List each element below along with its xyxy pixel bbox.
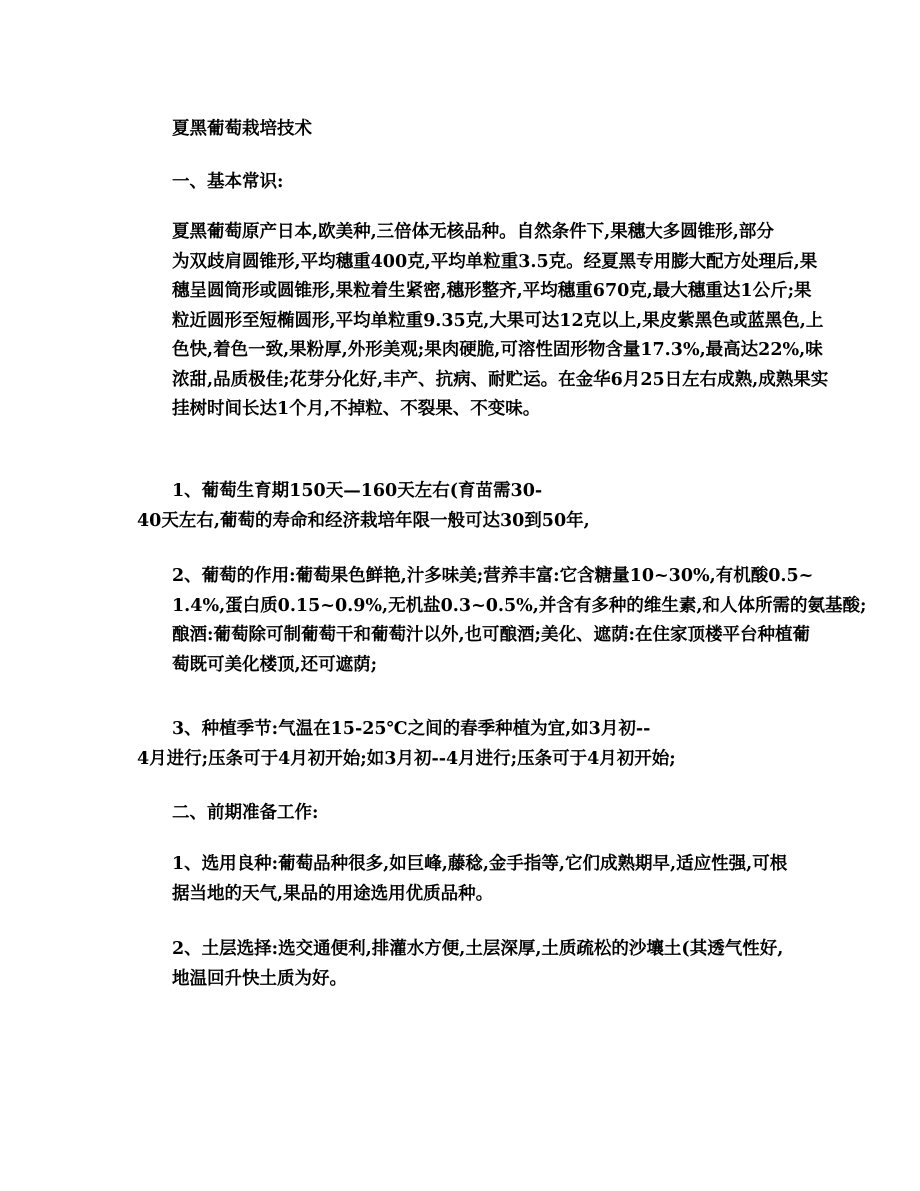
paragraph-line: 4月进行;压条可于4月初开始;如3月初--4月进行;压条可于4月初开始;	[137, 748, 676, 769]
paragraph-line: 1、葡萄生育期150天—160天左右(育苗需30-	[172, 481, 543, 501]
paragraph-line: 40天左右,葡萄的寿命和经济栽培年限一般可达30到50年,	[137, 510, 590, 531]
paragraph-line: 地温回升快土质为好。	[172, 968, 347, 989]
section-1-intro-paragraph	[137, 218, 829, 425]
paragraph-line: 2、土层选择:选交通便利,排灌水方便,土层深厚,土质疏松的沙壤土(其透气性好,	[172, 939, 784, 959]
paragraph-line: 粒近圆形至短椭圆形,平均单粒重9.35克,大果可达12克以上,果皮紫黑色或蓝黑色,上	[172, 310, 824, 331]
section-1-item-1	[137, 477, 787, 536]
paragraph-line: 1.4%,蛋白质0.15~0.9%,无机盐0.3~0.5%,并含有多种的维生素,和人体所需的氨基酸;	[172, 595, 867, 616]
paragraph-line: 浓甜,品质极佳;花芽分化好,丰产、抗病、耐贮运。在金华6月25日左右成熟,成熟果实	[172, 369, 829, 390]
paragraph-line: 1、选用良种:葡萄品种很多,如巨峰,藤稔,金手指等,它们成熟期早,适应性强,可根	[172, 854, 788, 874]
section-2-item-1	[137, 850, 787, 909]
paragraph-line: 萄既可美化楼顶,还可遮荫;	[172, 654, 378, 675]
paragraph-line: 2、葡萄的作用:葡萄果色鲜艳,汁多味美;营养丰富:它含糖量10~30%,有机酸0.5~	[172, 566, 814, 586]
section-1-item-2	[137, 562, 867, 680]
paragraph-line: 据当地的天气,果品的用途选用优质品种。	[172, 883, 494, 904]
paragraph-line: 酿酒:葡萄除可制葡萄干和葡萄汁以外,也可酿酒;美化、遮荫:在住家顶楼平台种植葡	[172, 625, 810, 645]
section-1-item-3	[137, 715, 787, 774]
section-1-heading: 一、基本常识:	[172, 172, 284, 192]
paragraph-line: 穗呈圆筒形或圆锥形,果粒着生紧密,穗形整齐,平均穗重670克,最大穗重达1公斤;果	[172, 281, 812, 301]
paragraph-line: 色快,着色一致,果粉厚,外形美观;果肉硬脆,可溶性固形物含量17.3%,最高达22%,味	[172, 340, 823, 360]
paragraph-line: 夏黑葡萄原产日本,欧美种,三倍体无核品种。自然条件下,果穗大多圆锥形,部分	[172, 222, 774, 242]
section-2-heading: 二、前期准备工作:	[172, 803, 319, 823]
document-title: 夏黑葡萄栽培技术	[172, 119, 312, 139]
section-2-item-2	[137, 935, 787, 994]
paragraph-line: 3、种植季节:气温在15-25℃之间的春季种植为宜,如3月初--	[172, 719, 651, 739]
paragraph-line: 挂树时间长达1个月,不掉粒、不裂果、不变味。	[172, 399, 541, 419]
paragraph-line: 为双歧肩圆锥形,平均穗重400克,平均单粒重3.5克。经夏黑专用膨大配方处理后,果	[172, 251, 818, 272]
